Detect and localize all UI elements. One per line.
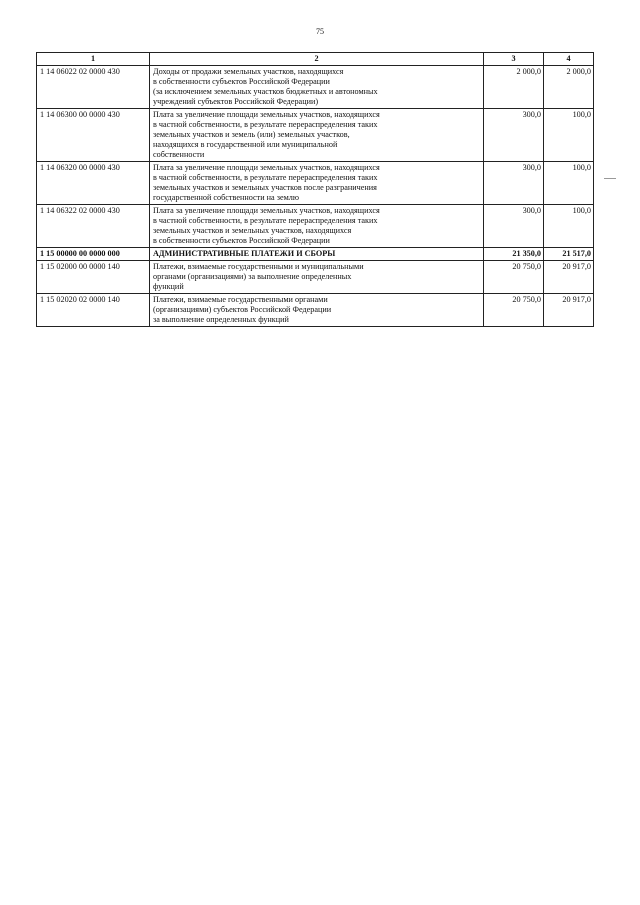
row-description — [150, 66, 484, 109]
row-value-col3: 300,0 — [484, 205, 544, 248]
description-line: в собственности субъектов Российской Федерации — [153, 236, 330, 245]
column-header-4: 4 — [544, 53, 594, 66]
column-header-2: 2 — [150, 53, 484, 66]
row-value-col4: 21 517,0 — [544, 248, 594, 261]
row-description — [150, 294, 484, 327]
description-line: в частной собственности, в результате перераспределения таких — [153, 120, 378, 129]
description-line: функций — [153, 282, 184, 291]
row-description — [150, 248, 484, 261]
description-line: за выполнение определенных функций — [153, 315, 289, 324]
row-description — [150, 261, 484, 294]
description-line: Доходы от продажи земельных участков, находящихся — [153, 67, 344, 76]
row-value-col4: 100,0 — [544, 109, 594, 162]
table-header-row — [37, 53, 594, 66]
row-value-col4: 2 000,0 — [544, 66, 594, 109]
description-line: АДМИНИСТРАТИВНЫЕ ПЛАТЕЖИ И СБОРЫ — [153, 249, 336, 258]
row-code: 1 14 06320 00 0000 430 — [37, 162, 150, 205]
description-line: в частной собственности, в результате перераспределения таких — [153, 173, 378, 182]
row-value-col3: 20 750,0 — [484, 261, 544, 294]
description-line: органами (организациями) за выполнение определенных — [153, 272, 352, 281]
column-header-1: 1 — [37, 53, 150, 66]
row-value-col3: 300,0 — [484, 109, 544, 162]
description-line: собственности — [153, 150, 205, 159]
table-row — [37, 294, 594, 327]
description-line: (организациями) субъектов Российской Федерации — [153, 305, 332, 314]
description-line: в собственности субъектов Российской Федерации — [153, 77, 330, 86]
row-value-col3: 300,0 — [484, 162, 544, 205]
row-value-col4: 100,0 — [544, 205, 594, 248]
description-line: земельных участков и земельных участков, находящихся — [153, 226, 352, 235]
description-line: учреждений субъектов Российской Федерации) — [153, 97, 319, 106]
table-row — [37, 109, 594, 162]
table-row — [37, 248, 594, 261]
column-header-3: 3 — [484, 53, 544, 66]
row-code: 1 15 02000 00 0000 140 — [37, 261, 150, 294]
page-number: 75 — [316, 27, 324, 36]
row-description — [150, 109, 484, 162]
description-line: Платежи, взимаемые государственными органами — [153, 295, 328, 304]
description-line: Плата за увеличение площади земельных участков, находящихся — [153, 163, 380, 172]
row-value-col3: 20 750,0 — [484, 294, 544, 327]
row-code: 1 14 06300 00 0000 430 — [37, 109, 150, 162]
description-line: Плата за увеличение площади земельных участков, находящихся — [153, 110, 380, 119]
row-description — [150, 205, 484, 248]
revenue-table — [36, 52, 594, 327]
description-line: Плата за увеличение площади земельных участков, находящихся — [153, 206, 380, 215]
row-code: 1 14 06022 02 0000 430 — [37, 66, 150, 109]
row-code: 1 14 06322 02 0000 430 — [37, 205, 150, 248]
description-line: Платежи, взимаемые государственными и муниципальными — [153, 262, 364, 271]
scan-mark — [604, 178, 616, 179]
row-code: 1 15 02020 02 0000 140 — [37, 294, 150, 327]
table-body — [37, 66, 594, 327]
table-row — [37, 205, 594, 248]
row-value-col3: 2 000,0 — [484, 66, 544, 109]
table-row — [37, 66, 594, 109]
description-line: государственной собственности на землю — [153, 193, 299, 202]
description-line: земельных участков и земельных участков после разграничения — [153, 183, 377, 192]
row-code: 1 15 00000 00 0000 000 — [37, 248, 150, 261]
description-line: земельных участков и земель (или) земельных участков, — [153, 130, 350, 139]
row-description — [150, 162, 484, 205]
table-row — [37, 261, 594, 294]
table-row — [37, 162, 594, 205]
row-value-col4: 20 917,0 — [544, 261, 594, 294]
row-value-col4: 100,0 — [544, 162, 594, 205]
description-line: находящихся в государственной или муниципальной — [153, 140, 338, 149]
row-value-col3: 21 350,0 — [484, 248, 544, 261]
row-value-col4: 20 917,0 — [544, 294, 594, 327]
description-line: в частной собственности, в результате перераспределения таких — [153, 216, 378, 225]
description-line: (за исключением земельных участков бюджетных и автономных — [153, 87, 378, 96]
